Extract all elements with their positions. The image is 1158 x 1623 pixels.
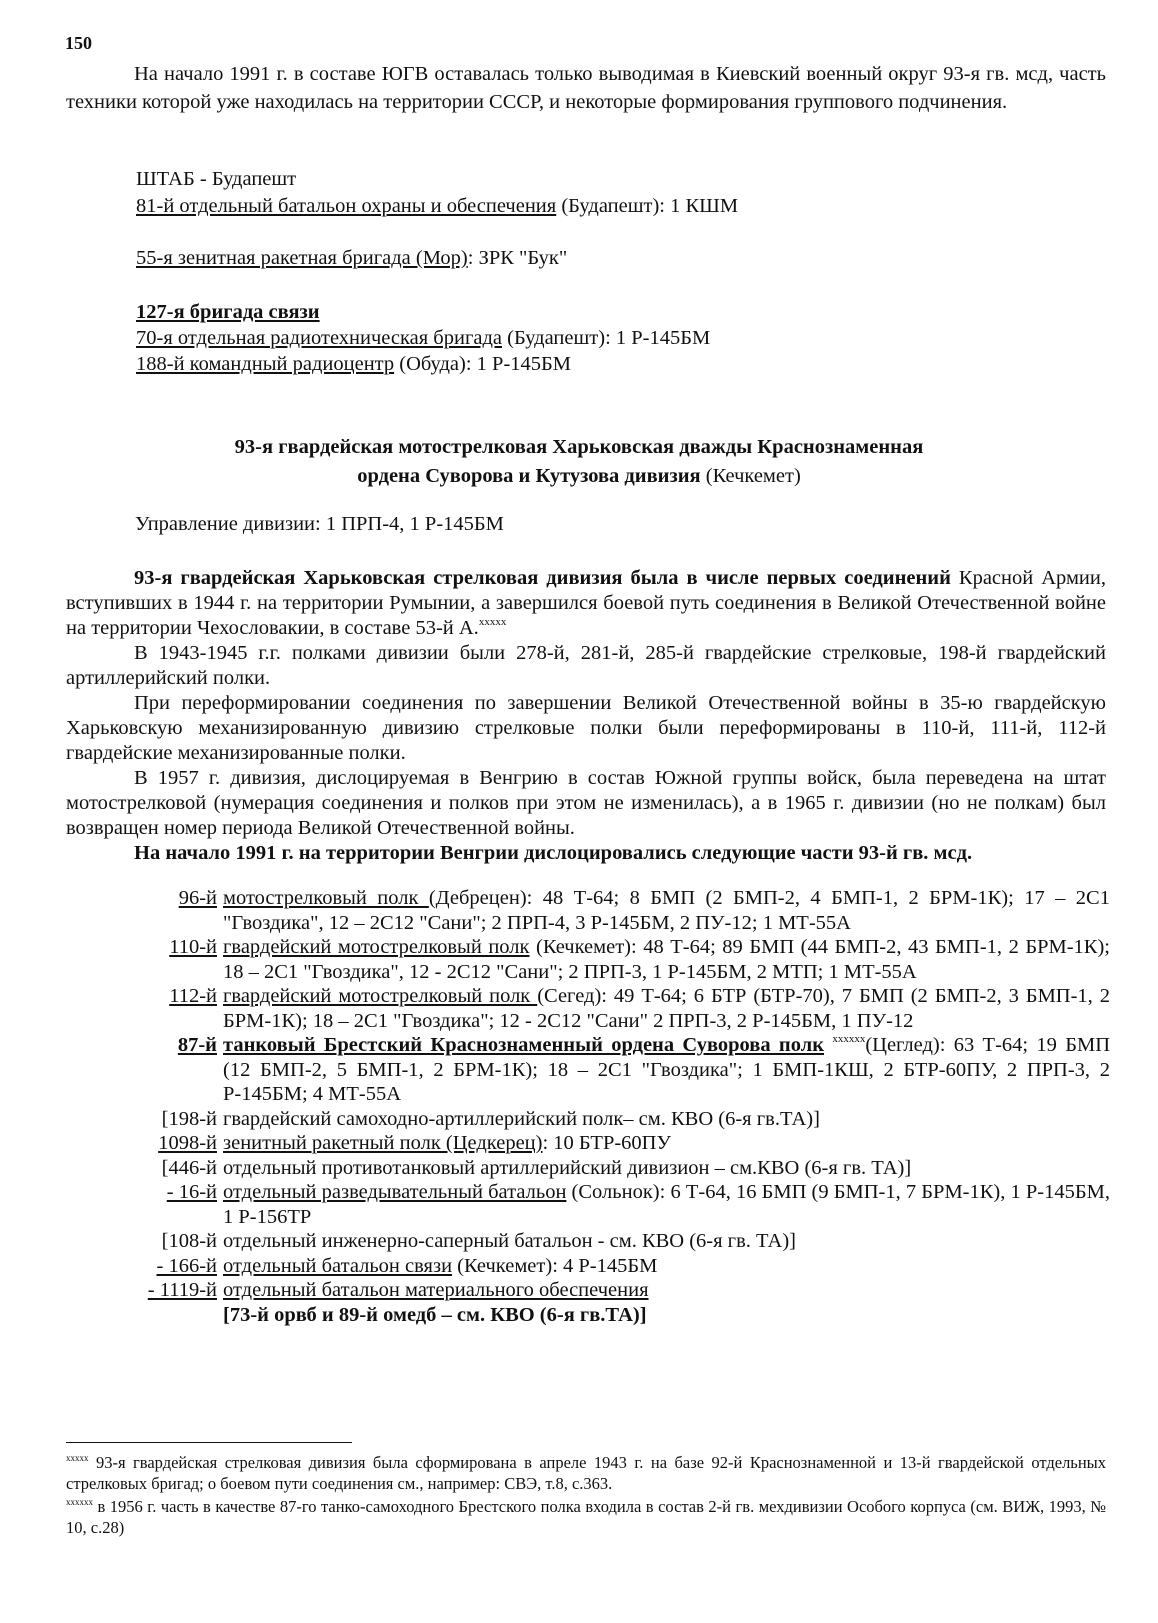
footnote-ref-2: xxxxxx [832, 1033, 866, 1045]
history-section [66, 566, 1106, 866]
footnote-2 [66, 1496, 1106, 1538]
list-item [135, 1229, 1110, 1254]
hq-location: - Будапешт [194, 168, 297, 190]
list-item [135, 1107, 1110, 1132]
unit-details: (Сегед): 49 Т-64; 6 БТР (БТР-70), 7 БМП (2 БМП-2, 3 БМП-1, 2 БРМ-1К); 18 – 2С1 "Гвоздика"; 12 - 2С12 "Сани" 2 ПРП-3, 2 Р-145БМ, 1 ПУ-12 [223, 985, 1110, 1032]
history-paragraph-3: При переформировании соединения по завершении Великой Отечественной войны в 35-ю гвардейскую Харьковскую механизированную дивизию стрелковые полки были переформированы в 110-й, 111-й, 112-й гвардейские механизированные полки. [66, 692, 1106, 764]
footnote-mark: xxxxxx [66, 1497, 93, 1507]
list-item [135, 1180, 1110, 1229]
unit-188-name: 188-й командный радиоцентр [136, 353, 395, 375]
unit-name: танковый Брестский Краснознаменный ордена Суворова полк [223, 1034, 825, 1056]
history-paragraph-4: В 1957 г. дивизия, дислоцируемая в Венгрию в состав Южной группы войск, была переведена на штат мотострелковой (нумерация соединения и полков при этом не изменилась), а в 1965 г. дивизии (но не полкам) был возвращен номер периода Великой Отечественной войны. [66, 767, 1106, 839]
unit-name: гвардейский мотострелковый полк [223, 985, 538, 1007]
unit-number: [108-й [161, 1230, 217, 1252]
unit-details: (Кечкемет): 48 Т-64; 89 БМП (44 БМП-2, 43 БМП-1, 2 БРМ-1К); 18 – 2С1 "Гвоздика", 12 - 2С12 "Сани"; 2 ПРП-3, 1 Р-145БМ, 2 МТП; 1 МТ-55А [223, 936, 1111, 983]
unit-number: 96-й [178, 887, 217, 909]
unit-81-name: 81-й отдельный батальон охраны и обеспечения [136, 195, 557, 217]
history-paragraph-1 [66, 566, 1106, 641]
unit-details: отдельный противотанковый артиллерийский дивизион – см.КВО (6-я гв. ТА)] [223, 1156, 912, 1179]
history-paragraph-5: На начало 1991 г. на территории Венгрии дислоцировались следующие части 93-й гв. мсд. [134, 842, 973, 864]
unit-details: (Кечкемет): 4 Р-145БМ [452, 1254, 658, 1277]
list-item [135, 1278, 1110, 1303]
unit-number [135, 1303, 223, 1328]
unit-name: отдельный батальон материального обеспечения [223, 1279, 649, 1301]
unit-name: отдельный батальон связи [223, 1254, 453, 1277]
unit-number: - 16-й [166, 1181, 217, 1203]
unit-number: - 1119-й [147, 1279, 217, 1301]
unit-details: гвардейский самоходно-артиллерийский полк– см. КВО (6-я гв.ТА)] [223, 1107, 820, 1130]
unit-number: - 166-й [156, 1254, 217, 1277]
footnote-ref-1: xxxxx [478, 616, 507, 628]
unit-name: гвардейский мотострелковый полк [223, 936, 530, 958]
unit-number: 1098-й [158, 1132, 217, 1154]
division-title-line2: ордена Суворова и Кутузова дивизия [357, 465, 701, 487]
unit-70-name: 70-я отдельная радиотехническая бригада [136, 327, 502, 349]
list-item [135, 1303, 1110, 1328]
unit-188-line [136, 353, 571, 376]
unit-81-line [136, 195, 738, 218]
list-item [135, 886, 1110, 935]
division-management: Управление дивизии: 1 ПРП-4, 1 Р-145БМ [135, 513, 504, 535]
list-item [135, 1254, 1110, 1279]
hq-label: ШТАБ [136, 168, 195, 190]
unit-details: (Цеглед): 63 Т-64; 19 БМП (12 БМП-2, 5 БМП-1, 2 БРМ-1К); 18 – 2С1 "Гвоздика"; 1 БМП-1КШ, 2 БТР-60ПУ, 2 ПРП-3, 2 Р-145БМ; 4 МТ-55А [223, 1034, 1110, 1105]
unit-details: отдельный инженерно-саперный батальон - см. КВО (6-я гв. ТА)] [223, 1230, 796, 1252]
hq-line [136, 168, 296, 191]
list-item [135, 1156, 1110, 1181]
division-title [0, 433, 1158, 491]
unit-number: 112-й [169, 985, 217, 1007]
unit-55-details: : ЗРК "Бук" [467, 247, 568, 269]
intro-paragraph: На начало 1991 г. в составе ЮГВ оставалась только выводимая в Киевский военный округ 93-я гв. мсд, часть техники которой уже находилась на территории СССР, и некоторые формирования группового подчинения. [66, 63, 1106, 113]
unit-127-name: 127-я бригада связи [136, 301, 320, 323]
division-title-line1: 93-я гвардейская мотострелковая Харьковская дважды Краснознаменная [234, 436, 924, 458]
unit-70-line [136, 327, 710, 350]
unit-details: (Дебрецен): 48 Т-64; 8 БМП (2 БМП-2, 4 БМП-1, 2 БРМ-1К); 17 – 2С1 "Гвоздика", 12 – 2С12 "Сани"; 2 ПРП-4, 3 Р-145БМ, 2 ПУ-12; 1 МТ-55А [223, 887, 1110, 934]
history-p1-rest: Красной Армии, вступивших в 1944 г. на территории Румынии, а завершился боевой путь соединения в Великой Отечественной войне на территории Чехословакии, в составе 53-й А. [66, 567, 1106, 639]
unit-name: отдельный разведывательный батальон [223, 1181, 567, 1203]
footnote-text: 93-я гвардейская стрелковая дивизия была сформирована в апреле 1943 г. на базе 92-й Краснознаменной и 13-й гвардейской отдельных стрелковых бригад; о боевом пути соединения см., например: СВЭ, т.8, с.363. [66, 1453, 1106, 1493]
unit-number: [446-й [161, 1156, 217, 1179]
unit-70-details: (Будапешт): 1 Р-145БМ [502, 327, 711, 349]
unit-details: [73-й орвб и 89-й омедб – см. КВО (6-я гв.ТА)] [223, 1303, 647, 1326]
list-item [135, 1033, 1110, 1107]
unit-number: 87-й [177, 1034, 217, 1056]
footnote-text: в 1956 г. часть в качестве 87-го танко-самоходного Брестского полка входила в состав 2-й гв. мехдивизии Особого корпуса (см. ВИЖ, 1993, № 10, с.28) [66, 1497, 1106, 1537]
division-location: (Кечкемет) [700, 465, 801, 487]
footnote-1 [66, 1452, 1106, 1494]
unit-55-name: 55-я зенитная ракетная бригада (Мор) [136, 247, 468, 269]
unit-list [135, 886, 1110, 1327]
list-item [135, 935, 1110, 984]
unit-81-details: (Будапешт): 1 КШМ [556, 195, 739, 217]
unit-name: мотострелковый полк [223, 887, 429, 909]
unit-55-line [136, 247, 567, 270]
unit-details: : 10 БТР-60ПУ [542, 1132, 671, 1154]
history-paragraph-2: В 1943-1945 г.г. полками дивизии были 278-й, 281-й, 285-й гвардейские стрелковые, 198-й гвардейский артиллерийский полки. [66, 642, 1106, 689]
unit-number: [198-й [161, 1107, 217, 1130]
list-item [135, 984, 1110, 1033]
history-p1-bold: 93-я гвардейская Харьковская стрелковая дивизия была в числе первых соединений [134, 567, 951, 589]
page-number: 150 [65, 33, 92, 53]
unit-number: 110-й [169, 936, 217, 958]
unit-name: зенитный ракетный полк (Цедкерец) [223, 1132, 543, 1154]
footnote-divider [66, 1442, 352, 1443]
unit-details: (Сольнок): 6 Т-64, 16 БМП (9 БМП-1, 7 БРМ-1К), 1 Р-145БМ, 1 Р-156ТР [223, 1181, 1110, 1228]
unit-188-details: (Обуда): 1 Р-145БМ [394, 353, 572, 375]
footnote-mark: xxxxx [66, 1453, 89, 1463]
list-item [135, 1131, 1110, 1156]
